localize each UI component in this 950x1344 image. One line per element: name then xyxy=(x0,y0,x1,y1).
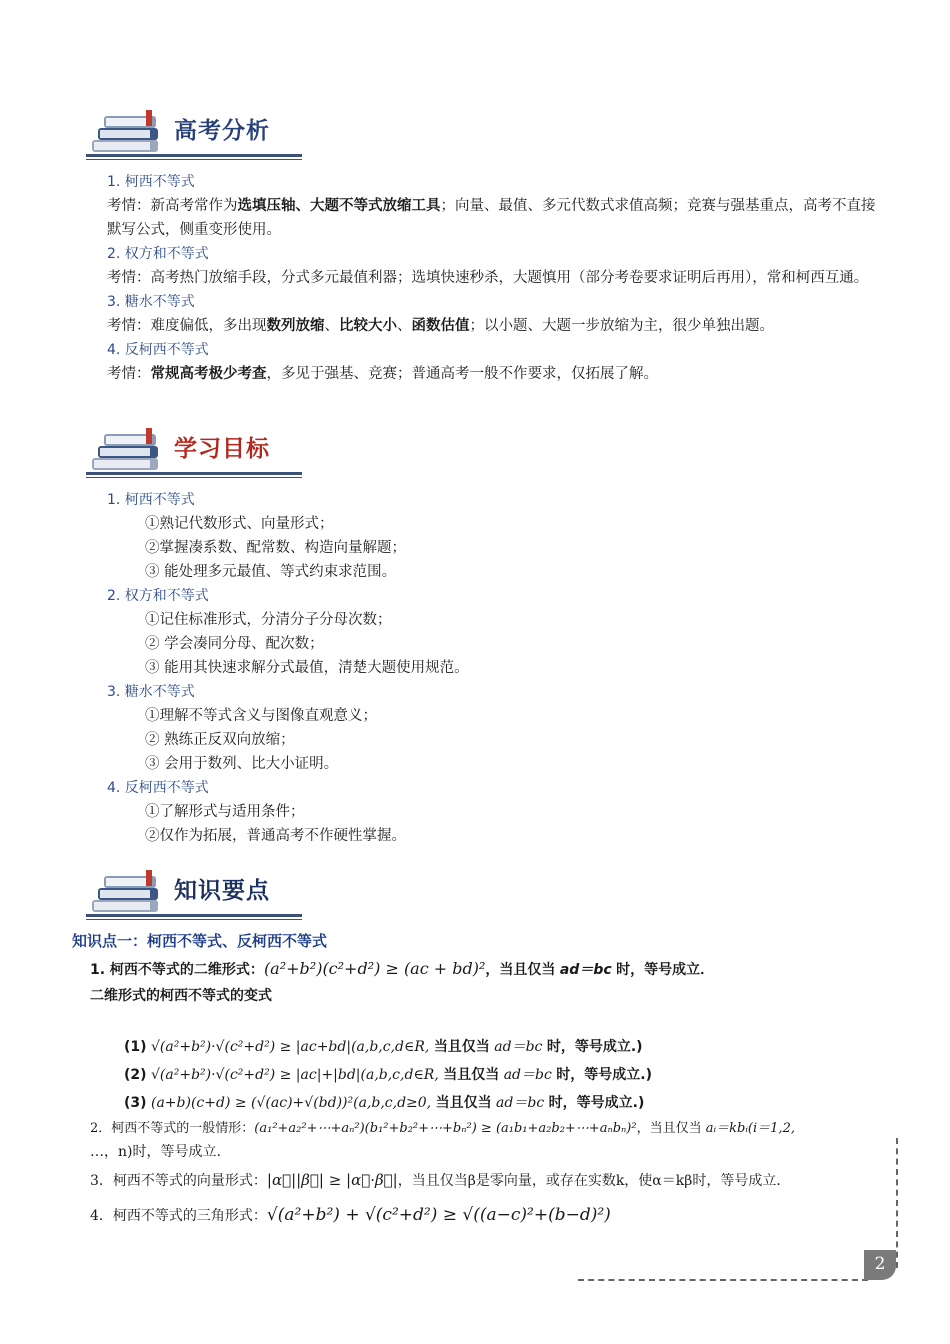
section-title: 高考分析 xyxy=(174,118,270,144)
analysis-heading: 3. 糖水不等式 xyxy=(107,294,195,310)
knowledge-point-title: 知识点一：柯西不等式、反柯西不等式 xyxy=(72,932,328,950)
divider xyxy=(86,919,302,920)
page-number: 2 xyxy=(874,1254,886,1274)
variant-1: (1) √(a²+b²)·√(c²+d²) ≥ |ac+bd|(a,b,c,d∈R, 当且仅当 ad＝bc 时，等号成立.) xyxy=(124,1039,643,1055)
analysis-heading: 1. 柯西不等式 xyxy=(107,174,195,190)
goal-heading: 1. 柯西不等式 xyxy=(107,492,195,508)
analysis-heading: 2. 权方和不等式 xyxy=(107,246,209,262)
section-header-knowledge xyxy=(86,862,316,922)
cauchy-vector: 3．柯西不等式的向量形式：|α⃗||β⃗| ≥ |α⃗·β⃗|，当且仅当β是零向量，或存在实数k，使α＝kβ时，等号成立． xyxy=(90,1171,791,1189)
goal-item: ② 学会凑同分母、配次数； xyxy=(145,636,324,652)
goal-item: ①理解不等式含义与图像直观意义； xyxy=(145,708,377,724)
section-header-analysis xyxy=(86,102,316,162)
variant-2: (2) √(a²+b²)·√(c²+d²) ≥ |ac|+|bd|(a,b,c,d∈R, 当且仅当 ad＝bc 时，等号成立.) xyxy=(124,1067,652,1083)
cauchy-2d-formula: (a²+b²)(c²+d²) ≥ (ac + bd)² xyxy=(263,959,486,978)
divider xyxy=(86,914,302,917)
section-title: 知识要点 xyxy=(174,878,270,904)
analysis-text: 考情：常规高考极少考查，多见于强基、竞赛；普通高考一般不作要求，仅拓展了解。 xyxy=(107,365,658,382)
divider xyxy=(86,154,302,157)
goal-item: ①熟记代数形式、向量形式； xyxy=(145,516,334,532)
goal-item: ② 熟练正反双向放缩； xyxy=(145,732,295,748)
cauchy-triangle: 4．柯西不等式的三角形式：√(a²+b²) + √(c²+d²) ≥ √((a−c)²+(b−d)²) xyxy=(90,1205,611,1225)
goal-item: ③ 能用其快速求解分式最值，清楚大题使用规范。 xyxy=(145,660,469,676)
goal-item: ②掌握凑系数、配常数、构造向量解题； xyxy=(145,540,406,556)
analysis-content xyxy=(107,170,887,386)
goal-item: ①了解形式与适用条件； xyxy=(145,804,305,820)
books-icon xyxy=(90,866,164,916)
books-icon xyxy=(90,106,164,156)
divider xyxy=(86,472,302,475)
section-title: 学习目标 xyxy=(174,436,270,462)
variant-heading: 二维形式的柯西不等式的变式 xyxy=(90,988,272,1004)
analysis-heading: 4. 反柯西不等式 xyxy=(107,342,209,358)
analysis-text: 考情：难度偏低，多出现数列放缩、比较大小、函数估值；以小题、大题一步放缩为主，很少单独出题。 xyxy=(107,317,774,334)
goal-item: ①记住标准形式，分清分子分母次数； xyxy=(145,612,392,628)
cauchy-general: 2．柯西不等式的一般情形：(a₁²+a₂²+⋯+aₙ²)(b₁²+b₂²+⋯+bₙ²) ≥ (a₁b₁+a₂b₂+⋯+aₙbₙ)²，当且仅当 aᵢ＝kbᵢ(i＝1,2, xyxy=(90,1121,795,1136)
analysis-text: 考情：高考热门放缩手段，分式多元最值利器；选填快速秒杀，大题慎用（部分考卷要求证明后再用），常和柯西互通。 xyxy=(107,270,869,286)
page-corner-dash xyxy=(578,1279,868,1281)
cauchy-general-tail: …，n)时，等号成立. xyxy=(90,1144,221,1160)
divider xyxy=(86,477,302,478)
variant-3: (3) (a+b)(c+d) ≥ (√(ac)+√(bd))²(a,b,c,d≥0, 当且仅当 ad＝bc 时，等号成立.) xyxy=(124,1095,645,1111)
analysis-text: 考情：新高考常作为选填压轴、大题不等式放缩工具；向量、最值、多元代数式求值高频；竞赛与强基重点，高考不直接默写公式，侧重变形使用。 xyxy=(107,197,876,238)
books-icon xyxy=(90,424,164,474)
goal-heading: 2. 权方和不等式 xyxy=(107,588,209,604)
goal-item: ②仅作为拓展，普通高考不作硬性掌握。 xyxy=(145,828,406,844)
goal-heading: 3. 糖水不等式 xyxy=(107,684,195,700)
section-header-goals xyxy=(86,420,316,480)
goal-item: ③ 能处理多元最值、等式约束求范围。 xyxy=(145,564,397,580)
cauchy-2d-line: 1. 柯西不等式的二维形式：(a²+b²)(c²+d²) ≥ (ac + bd)²，当且仅当 ad＝bc 时，等号成立． xyxy=(90,959,715,978)
goals-content xyxy=(107,488,887,848)
goal-item: ③ 会用于数列、比大小证明。 xyxy=(145,756,339,772)
goal-heading: 4. 反柯西不等式 xyxy=(107,780,209,796)
divider xyxy=(86,159,302,160)
page-corner-dash xyxy=(896,1138,898,1268)
